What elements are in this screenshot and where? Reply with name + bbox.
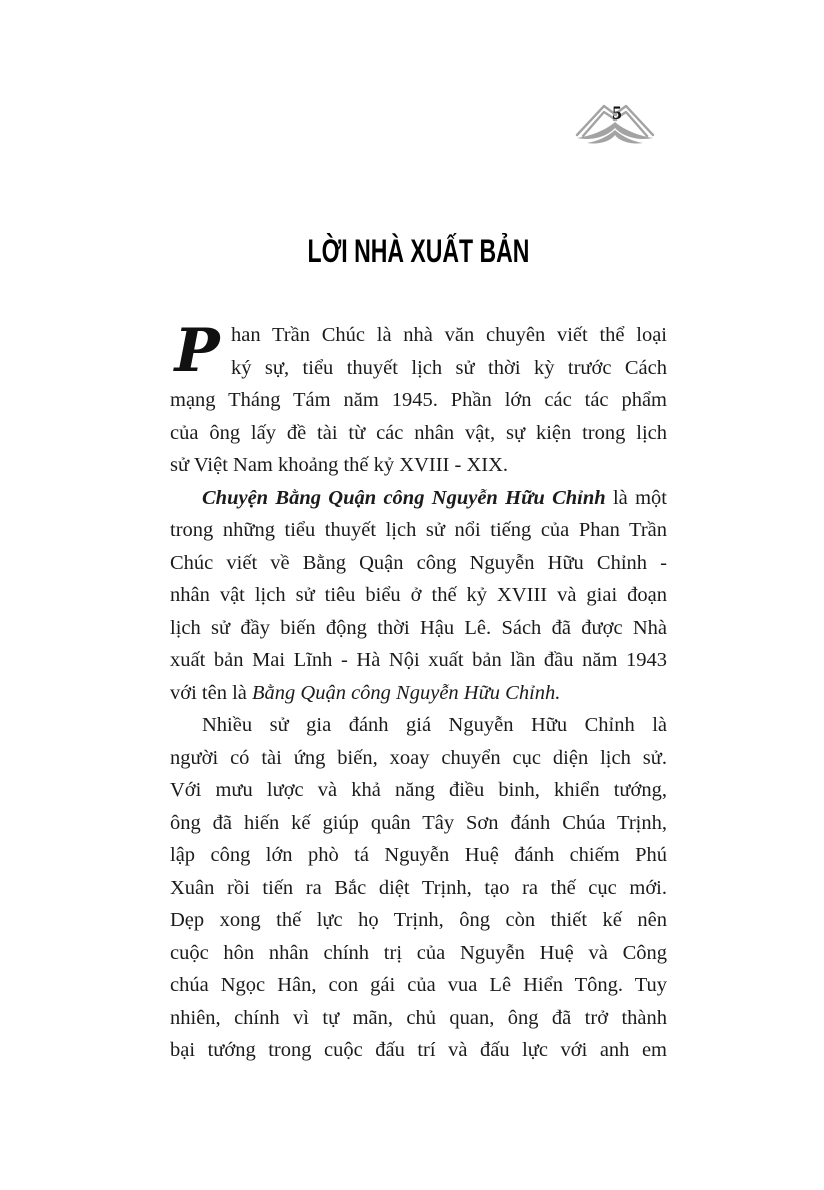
text-line [170,709,667,742]
text-segment: lịch sử đầy biến động thời Hậu Lê. Sách đã được Nhà [170,616,667,639]
text-line [170,547,667,580]
text-segment: nhiên, chính vì tự mãn, chủ quan, ông đã trở thành [170,1006,667,1029]
text-segment: Bằng Quận công Nguyễn Hữu Chỉnh. [252,681,561,704]
text-line [170,807,667,840]
text-line [170,612,667,645]
text-segment: ký sự, tiểu thuyết lịch sử thời kỳ trước Cách [231,356,667,379]
text-line [170,579,667,612]
page-header [573,101,657,151]
text-segment: của ông lấy đề tài từ các nhân vật, sự kiện trong lịch [170,421,667,444]
text-line [170,742,667,775]
text-segment: Chuyện Bằng Quận công Nguyễn Hữu Chỉnh [202,486,606,509]
text-segment: người có tài ứng biến, xoay chuyển cục diện lịch sử. [170,746,667,769]
text-line [170,482,667,515]
text-segment: Xuân rồi tiến ra Bắc diệt Trịnh, tạo ra thế cục mới. [170,876,667,899]
text-segment: cuộc hôn nhân chính trị của Nguyễn Huệ và Công [170,941,667,964]
text-line [170,1002,667,1035]
text-line [170,904,667,937]
text-segment: mạng Tháng Tám năm 1945. Phần lớn các tác phẩm [170,389,667,411]
text-line [170,449,667,482]
text-segment: Với mưu lược và khả năng điều binh, khiển tướng, [170,779,667,801]
text-line [170,677,667,710]
page-number: 5 [612,103,622,124]
text-line [170,384,667,417]
text-line [170,872,667,905]
text-segment: Nhiều sử gia đánh giá Nguyễn Hữu Chỉnh là [202,714,667,736]
text-segment: han Trần Chúc là nhà văn chuyên viết thể loại [231,324,667,346]
text-segment: với tên là [170,681,252,704]
text-segment: chúa Ngọc Hân, con gái của vua Lê Hiển Tông. Tuy [170,974,667,996]
paragraph [170,709,667,1067]
text-line [231,352,667,385]
paragraph [170,482,667,710]
text-segment: là một [605,486,667,509]
text-segment: xuất bản Mai Lĩnh - Hà Nội xuất bản lần đầu năm 1943 [170,649,667,671]
text-line [170,514,667,547]
paragraph [170,316,667,482]
chapter-title: LỜI NHÀ XUẤT BẢN [307,233,530,269]
text-line [170,969,667,1002]
text-segment: Dẹp xong thế lực họ Trịnh, ông còn thiết kế nên [170,909,667,931]
text-line [170,937,667,970]
text-segment: Chúc viết về Bằng Quận công Nguyễn Hữu Chỉnh - [170,551,667,574]
body-text [170,316,667,1067]
text-segment: nhân vật lịch sử tiêu biểu ở thế kỷ XVIII và giai đoạn [170,584,667,606]
text-segment: lập công lớn phò tá Nguyễn Huệ đánh chiếm Phú [170,844,667,866]
text-segment: trong những tiểu thuyết lịch sử nổi tiếng của Phan Trần [170,519,667,541]
text-line [170,417,667,450]
text-line [170,839,667,872]
text-segment: ông đã hiến kế giúp quân Tây Sơn đánh Chúa Trịnh, [170,811,667,834]
text-line [170,774,667,807]
text-line [170,1034,667,1067]
text-segment: bại tướng trong cuộc đấu trí và đấu lực với anh em [170,1039,667,1061]
text-line [170,644,667,677]
text-line [231,319,667,352]
drop-cap: P [174,316,220,386]
text-segment: sử Việt Nam khoảng thế kỷ XVIII - XIX. [170,454,508,476]
